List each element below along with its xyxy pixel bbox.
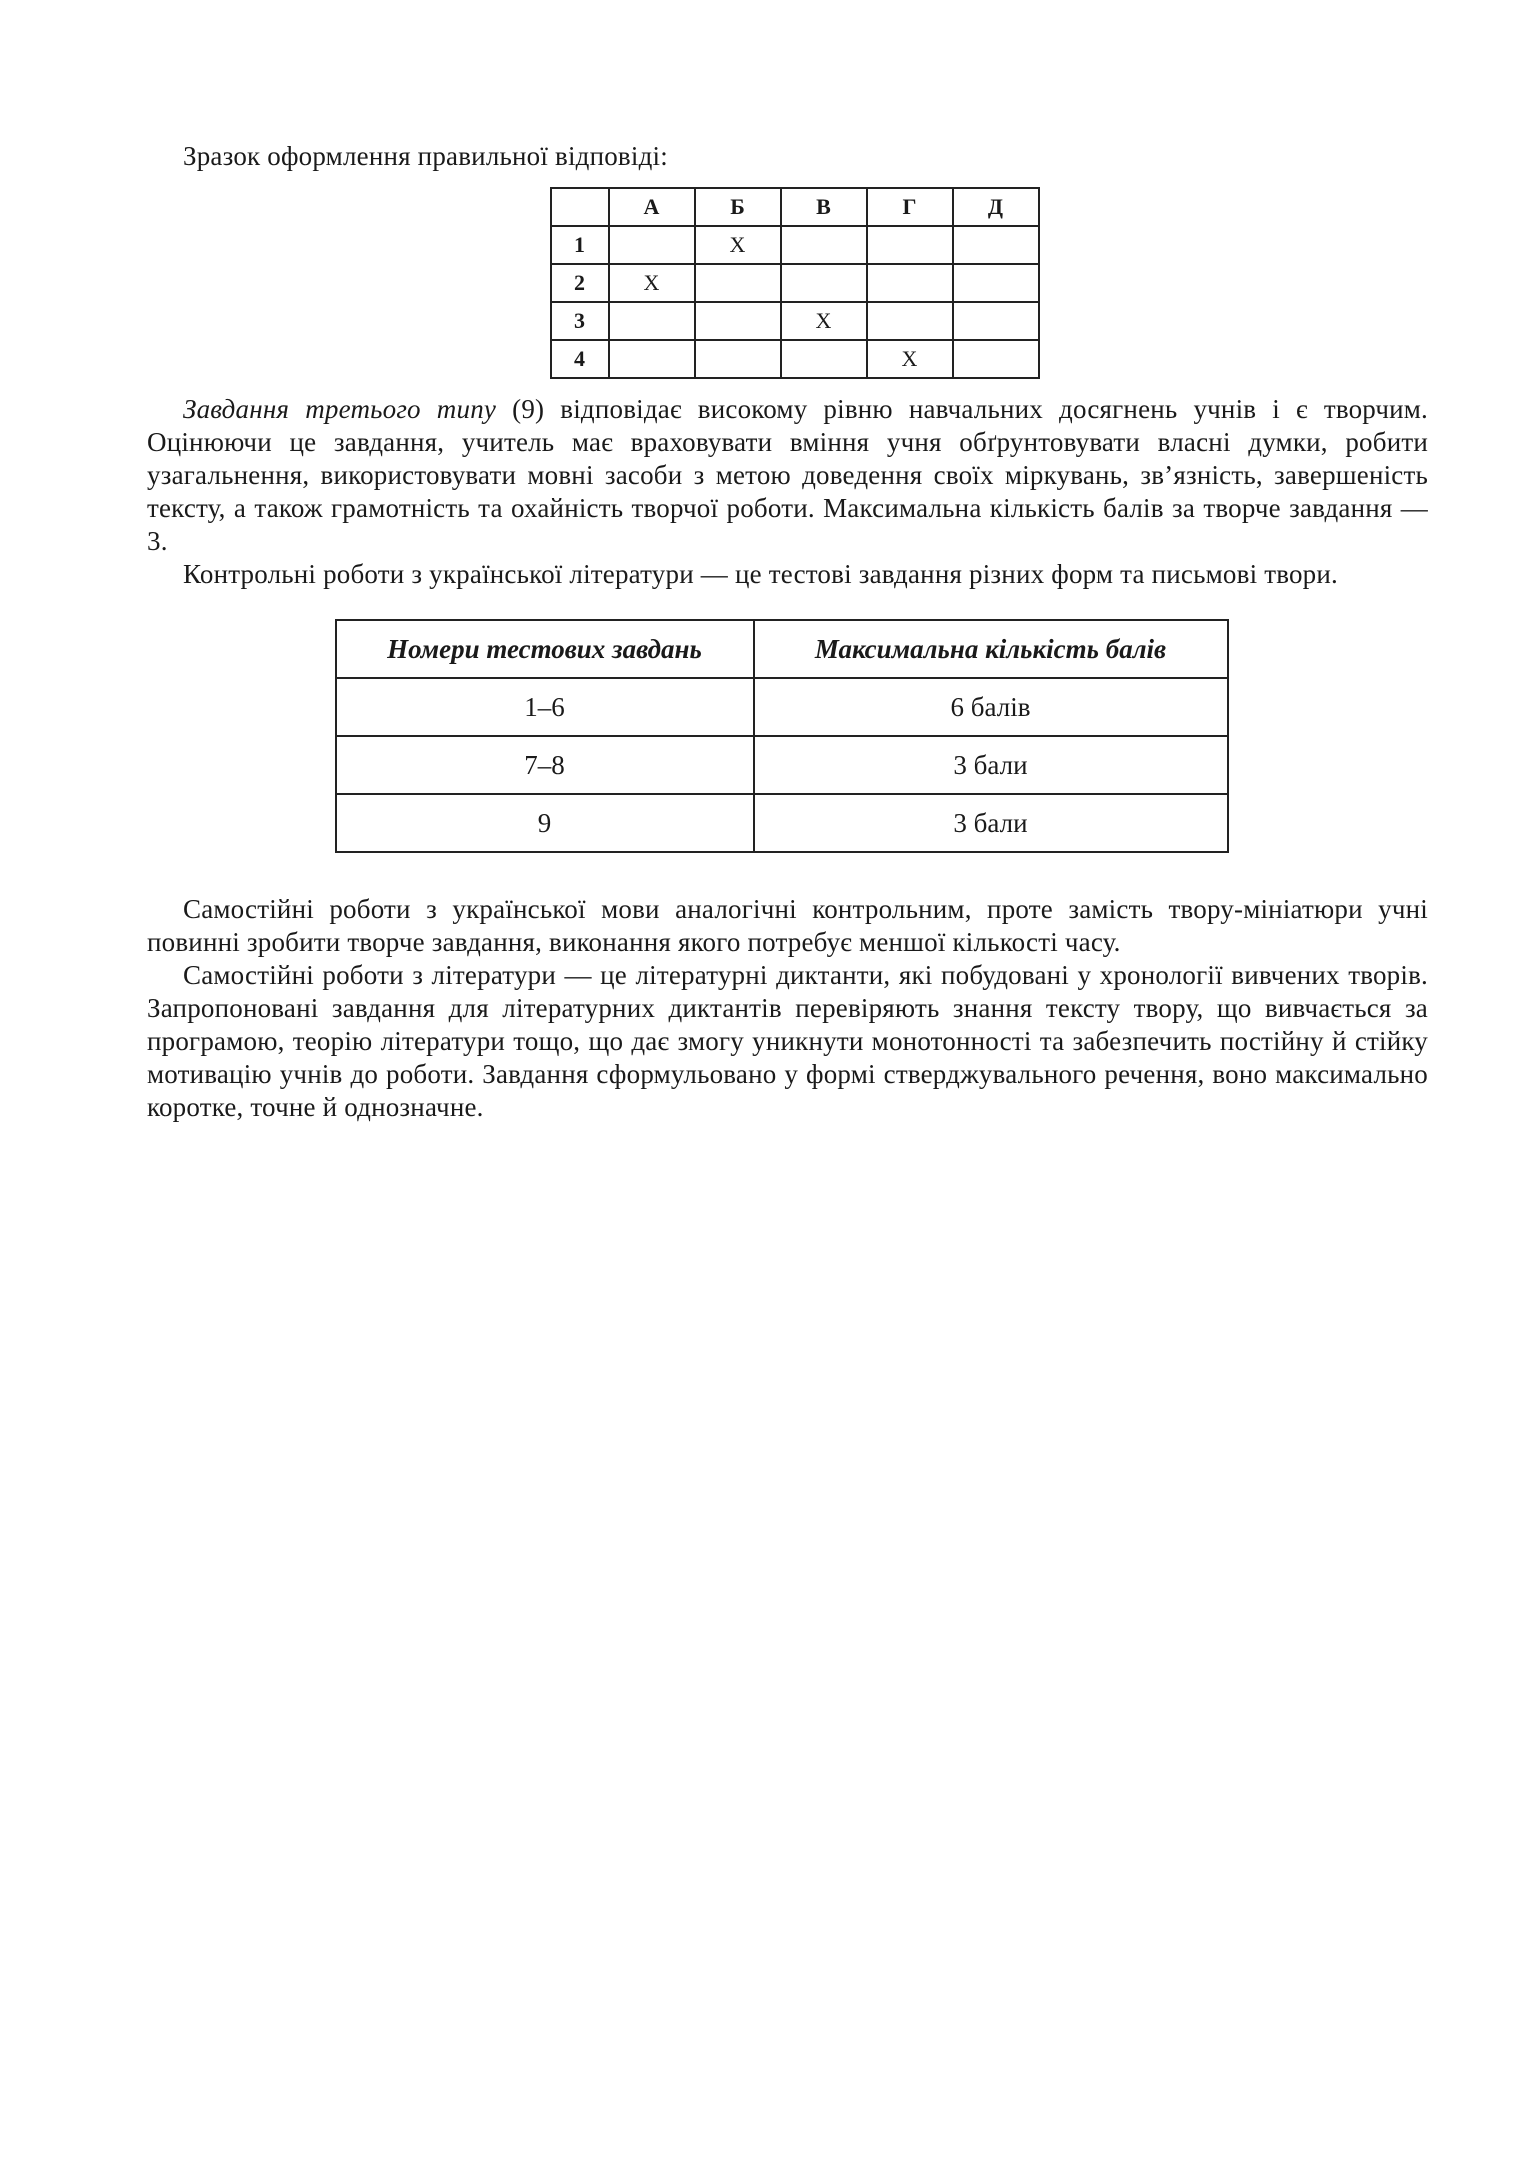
score-points: 6 балів	[754, 678, 1228, 736]
answer-grid-cell	[781, 226, 867, 264]
answer-grid-cell: X	[609, 264, 695, 302]
answer-grid-col-header: В	[781, 188, 867, 226]
answer-grid-cell: X	[695, 226, 781, 264]
answer-grid-cell	[867, 264, 953, 302]
paragraph-third-type	[147, 393, 1428, 558]
answer-grid-row	[551, 340, 1039, 378]
answer-grid-wrapper	[147, 187, 1428, 379]
answer-grid-row-number: 4	[551, 340, 609, 378]
answer-grid-cell	[695, 302, 781, 340]
answer-grid-cell	[867, 302, 953, 340]
answer-grid-cell	[609, 302, 695, 340]
score-task-range: 9	[336, 794, 754, 852]
answer-grid-cell	[609, 340, 695, 378]
answer-grid-header-row	[551, 188, 1039, 226]
answer-grid-row	[551, 264, 1039, 302]
paragraph-independent-language: Самостійні роботи з української мови аналогічні контрольним, проте замість твору-мініатюри учні повинні зробити творче завдання, виконання якого потребує меншої кількості часу.	[147, 894, 1428, 957]
answer-grid-cell: X	[781, 302, 867, 340]
answer-grid-row	[551, 226, 1039, 264]
answer-grid-col-header: Г	[867, 188, 953, 226]
answer-grid-col-header: А	[609, 188, 695, 226]
answer-grid-cell	[953, 340, 1039, 378]
paragraph-literature-tests: Контрольні роботи з української літератури — це тестові завдання різних форм та письмові твори.	[183, 559, 1338, 589]
score-points: 3 бали	[754, 794, 1228, 852]
intro-text: Зразок оформлення правильної відповіді:	[183, 141, 668, 171]
answer-grid-row-number: 3	[551, 302, 609, 340]
answer-grid-cell	[609, 226, 695, 264]
score-table	[335, 619, 1229, 853]
answer-grid-cell	[695, 264, 781, 302]
third-type-text: (9) відповідає високому рівню навчальних досягнень учнів і є творчим. Оцінюючи це завдання, учитель має враховувати вміння учня обґрунтовувати власні думки, робити узагальнення, використовувати мовні засоби з метою доведення своїх міркувань, зв’язність, завершеність тексту, а також грамотність та охайність творчої роботи. Максимальна кількість балів за творче завдання — 3.	[147, 394, 1428, 556]
answer-grid-row-number: 2	[551, 264, 609, 302]
document-page	[147, 140, 1428, 1124]
answer-grid-cell: X	[867, 340, 953, 378]
answer-grid-row-number: 1	[551, 226, 609, 264]
answer-grid-cell	[953, 302, 1039, 340]
answer-grid-cell	[695, 340, 781, 378]
answer-grid-cell	[953, 226, 1039, 264]
answer-grid-col-header: Д	[953, 188, 1039, 226]
answer-grid-col-header: Б	[695, 188, 781, 226]
paragraph-independent-literature: Самостійні роботи з літератури — це літературні диктанти, які побудовані у хронології вивчених творів. Запропоновані завдання для літературних диктантів перевіряють знання тексту твору, що вивчається за програмою, теорію літератури тощо, що дає змогу уникнути монотонності та забезпечить постійну й стійку мотивацію учнів до роботи. Завдання сформульовано у формі стверджувального речення, воно максимально коротке, точне й однозначне.	[147, 960, 1428, 1122]
score-task-range: 7–8	[336, 736, 754, 794]
score-table-row	[336, 794, 1228, 852]
score-header-max-points: Максимальна кількість балів	[754, 620, 1228, 678]
answer-grid-cell	[867, 226, 953, 264]
score-task-range: 1–6	[336, 678, 754, 736]
answer-grid	[550, 187, 1040, 379]
score-header-task-numbers: Номери тестових завдань	[336, 620, 754, 678]
third-type-term: Завдання третього типу	[183, 394, 497, 424]
score-table-header-row	[336, 620, 1228, 678]
answer-grid-cell	[953, 264, 1039, 302]
answer-grid-row	[551, 302, 1039, 340]
answer-grid-corner	[551, 188, 609, 226]
answer-grid-cell	[781, 264, 867, 302]
score-table-wrapper	[147, 619, 1428, 853]
score-points: 3 бали	[754, 736, 1228, 794]
answer-grid-cell	[781, 340, 867, 378]
score-table-row	[336, 678, 1228, 736]
score-table-row	[336, 736, 1228, 794]
